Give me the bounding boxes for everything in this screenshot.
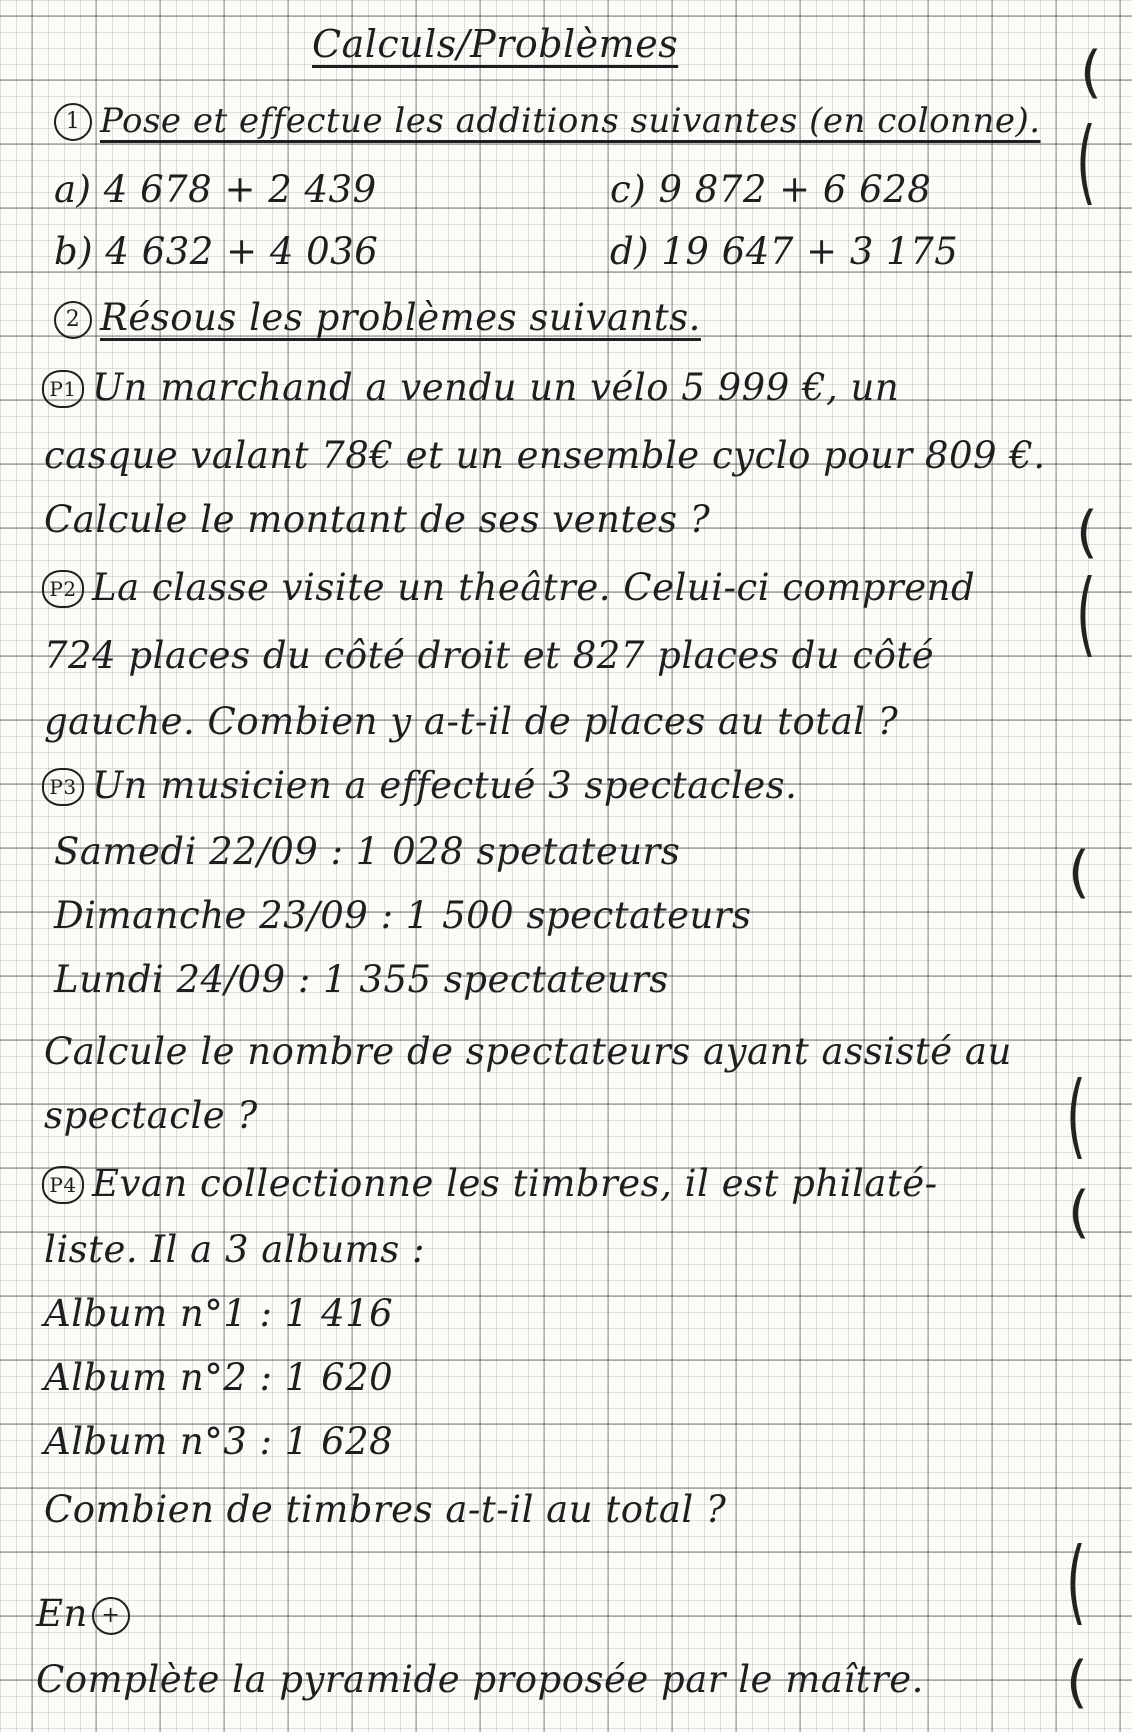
problem-3-line-1: [42, 764, 797, 807]
addition-item-a: [54, 168, 377, 211]
item-expression: 19 647 + 3 175: [661, 230, 959, 273]
problem-3-row-1: Samedi 22/09 : 1 028 spetateurs: [54, 830, 681, 873]
problem-2-tag: P2: [42, 570, 84, 608]
item-label: b): [54, 230, 94, 273]
album-row-3: Album n°3 : 1 628: [44, 1420, 394, 1463]
problem-4-tag: P4: [42, 1166, 84, 1204]
problem-3-row-3: Lundi 24/09 : 1 355 spectateurs: [54, 958, 669, 1001]
addition-item-b: [54, 230, 378, 273]
album-row-1: Album n°1 : 1 416: [44, 1292, 394, 1335]
margin-bracket-icon: (: [1080, 40, 1102, 105]
item-label: c): [610, 168, 647, 211]
problem-3-row-2: Dimanche 23/09 : 1 500 spectateurs: [54, 894, 752, 937]
problem-3-tag: P3: [42, 768, 84, 806]
exercise-2-number: 2: [54, 301, 92, 339]
margin-bracket-icon: (: [1076, 500, 1098, 565]
problem-4-question: Combien de timbres a-t-il au total ?: [44, 1488, 727, 1531]
item-expression: 9 872 + 6 628: [658, 168, 932, 211]
margin-bracket-icon: (: [1068, 840, 1090, 905]
item-label: d): [610, 230, 650, 273]
item-expression: 4 632 + 4 036: [105, 230, 379, 273]
problem-1-line-1: [42, 366, 899, 409]
problem-4-line-1: [42, 1162, 938, 1205]
margin-bracket-icon: (: [1076, 108, 1096, 215]
margin-bracket-icon: (: [1066, 1528, 1086, 1635]
exercise-1-number: 1: [54, 103, 92, 141]
problem-1-line-2: casque valant 78€ et un ensemble cyclo pour 809 €.: [44, 434, 1046, 477]
problem-4-line-2: liste. Il a 3 albums :: [44, 1228, 425, 1271]
problem-2-text-1: La classe visite un theâtre. Celui-ci comprend: [92, 566, 976, 609]
margin-bracket-icon: (: [1066, 1062, 1086, 1169]
extra-heading: [36, 1592, 138, 1635]
problem-1-line-3: Calcule le montant de ses ventes ?: [44, 498, 711, 541]
addition-item-c: [610, 168, 931, 211]
problem-3-intro: Un musicien a effectué 3 spectacles.: [92, 764, 798, 807]
exercise-1-instruction: Pose et effectue les additions suivantes (en colonne).: [100, 101, 1041, 141]
page-title: Calculs/Problèmes: [312, 22, 679, 66]
item-label: a): [54, 168, 92, 211]
problem-2-line-3: gauche. Combien y a-t-il de places au total ?: [44, 700, 899, 743]
margin-bracket-icon: (: [1076, 560, 1096, 667]
margin-bracket-icon: (: [1066, 1650, 1088, 1715]
problem-1-tag: P1: [42, 370, 84, 408]
exercise-2-instruction: Résous les problèmes suivants.: [100, 296, 701, 339]
exercise-2-heading: [54, 296, 701, 339]
addition-item-d: [610, 230, 958, 273]
problem-2-line-1: [42, 566, 975, 609]
extra-prefix: En: [36, 1592, 88, 1635]
item-expression: 4 678 + 2 439: [103, 168, 377, 211]
problem-3-question-1: Calcule le nombre de spectateurs ayant assisté au: [44, 1030, 1012, 1073]
problem-3-question-2: spectacle ?: [44, 1094, 258, 1137]
album-row-2: Album n°2 : 1 620: [44, 1356, 394, 1399]
margin-bracket-icon: (: [1068, 1180, 1090, 1245]
extra-instruction: Complète la pyramide proposée par le maître.: [36, 1658, 924, 1701]
problem-1-text-1: Un marchand a vendu un vélo 5 999 €, un: [92, 366, 900, 409]
plus-circle-icon: +: [92, 1597, 130, 1635]
problem-2-line-2: 724 places du côté droit et 827 places du côté: [44, 634, 935, 677]
problem-4-text-1: Evan collectionne les timbres, il est philaté-: [92, 1162, 938, 1205]
exercise-1-heading: [54, 98, 1041, 141]
